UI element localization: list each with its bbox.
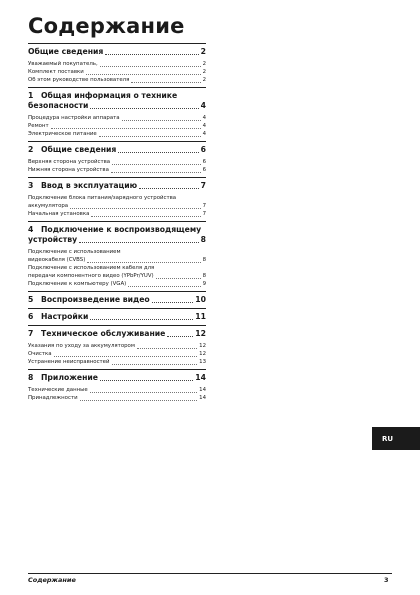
entry-label: Верхняя сторона устройства	[28, 159, 111, 165]
toc-entry[interactable]	[28, 350, 206, 358]
section-title: Приложение	[41, 373, 99, 382]
page-title: Содержание	[28, 14, 185, 38]
entry-label: Начальная установка	[28, 211, 90, 217]
entry-page: 12	[199, 343, 206, 349]
toc-entry[interactable]	[28, 256, 206, 264]
entry-label: видеокабеля (CVBS)	[28, 257, 86, 263]
toc-entry[interactable]	[28, 76, 206, 84]
section-title: безопасности	[28, 101, 89, 110]
leader-dots	[105, 54, 198, 55]
section-title-line	[28, 91, 206, 101]
section-number: 5	[28, 295, 34, 304]
toc-section	[28, 308, 206, 322]
entry-page: 7	[202, 211, 206, 217]
section-page: 2	[200, 47, 206, 56]
toc-entry[interactable]	[28, 166, 206, 174]
section-number: 2	[28, 145, 34, 154]
leader-dots	[100, 380, 193, 381]
entry-page: 8	[202, 273, 206, 279]
leader-dots	[122, 120, 201, 121]
section-title: Техническое обслуживание	[41, 329, 166, 338]
toc-entry[interactable]	[28, 114, 206, 122]
entry-label: Очистка	[28, 351, 52, 357]
toc-section	[28, 291, 206, 305]
leader-dots	[137, 348, 197, 349]
leader-dots	[91, 216, 200, 217]
section-number: 4	[28, 225, 34, 234]
entry-label: Принадлежности	[28, 395, 78, 401]
section-title: Настройки	[41, 312, 89, 321]
table-of-contents	[28, 43, 206, 402]
toc-section	[28, 177, 206, 218]
entry-page: 2	[202, 61, 206, 67]
section-heading[interactable]	[28, 373, 206, 383]
section-title: Общие сведения	[28, 47, 104, 56]
entry-line1: Подключение блока питания/зарядного устройства	[28, 195, 177, 201]
section-heading[interactable]	[28, 312, 206, 322]
section-heading[interactable]	[28, 235, 206, 245]
toc-entry[interactable]	[28, 122, 206, 130]
entry-page: 7	[202, 203, 206, 209]
entry-label: Технические данные	[28, 387, 88, 393]
language-tab: RU	[372, 427, 420, 450]
section-page: 10	[195, 295, 206, 304]
entry-page: 12	[199, 351, 206, 357]
section-page: 7	[200, 181, 206, 190]
section-heading[interactable]	[28, 329, 206, 339]
section-title-line1: Подключение к воспроизводящему	[41, 225, 202, 234]
toc-entry[interactable]	[28, 158, 206, 166]
section-title: устройству	[28, 235, 78, 244]
section-heading[interactable]	[28, 101, 206, 111]
leader-dots	[90, 108, 198, 109]
section-page: 14	[195, 373, 206, 382]
toc-entry[interactable]	[28, 202, 206, 210]
entry-page: 4	[202, 115, 206, 121]
entry-label: Нижняя сторона устройства	[28, 167, 109, 173]
section-heading[interactable]	[28, 47, 206, 57]
section-heading[interactable]	[28, 295, 206, 305]
leader-dots	[90, 319, 193, 320]
entry-label: Электрическое питание	[28, 131, 97, 137]
entry-page: 2	[202, 77, 206, 83]
leader-dots	[54, 356, 198, 357]
toc-section	[28, 369, 206, 402]
leader-dots	[118, 152, 198, 153]
leader-dots	[131, 82, 200, 83]
section-page: 6	[200, 145, 206, 154]
entry-page: 14	[199, 395, 206, 401]
toc-entry[interactable]	[28, 210, 206, 218]
entry-page: 4	[202, 123, 206, 129]
leader-dots	[156, 278, 201, 279]
toc-section	[28, 325, 206, 366]
toc-section	[28, 141, 206, 174]
footer-page-number: 3	[384, 576, 389, 584]
entry-page: 9	[202, 281, 206, 287]
toc-entry[interactable]	[28, 280, 206, 288]
toc-entry[interactable]	[28, 386, 206, 394]
leader-dots	[80, 400, 198, 401]
leader-dots	[51, 128, 201, 129]
leader-dots	[86, 74, 201, 75]
section-number: 6	[28, 312, 34, 321]
leader-dots	[112, 164, 200, 165]
toc-section	[28, 221, 206, 288]
leader-dots	[139, 188, 199, 189]
toc-entry[interactable]	[28, 394, 206, 402]
toc-section	[28, 87, 206, 138]
section-number: 7	[28, 329, 34, 338]
entry-page: 13	[199, 359, 206, 365]
leader-dots	[167, 336, 193, 337]
toc-entry[interactable]	[28, 342, 206, 350]
entry-page: 2	[202, 69, 206, 75]
section-page: 8	[200, 235, 206, 244]
toc-entry[interactable]	[28, 68, 206, 76]
leader-dots	[112, 364, 198, 365]
entry-label: Об этом руководстве пользователя	[28, 77, 130, 83]
entry-page: 6	[202, 167, 206, 173]
leader-dots	[70, 208, 200, 209]
leader-dots	[100, 66, 201, 67]
toc-entry[interactable]	[28, 130, 206, 138]
leader-dots	[99, 136, 201, 137]
section-number: 8	[28, 373, 34, 382]
toc-entry[interactable]	[28, 272, 206, 280]
entry-page: 14	[199, 387, 206, 393]
entry-label: Процедура настройки аппарата	[28, 115, 120, 121]
section-title: Ввод в эксплуатацию	[41, 181, 138, 190]
section-page: 11	[195, 312, 206, 321]
toc-entry[interactable]	[28, 358, 206, 366]
section-title: Общие сведения	[41, 145, 117, 154]
section-title-line1: Общая информация о технике	[41, 91, 178, 100]
entry-label: Указания по уходу за аккумулятором	[28, 343, 135, 349]
leader-dots	[111, 172, 201, 173]
leader-dots	[79, 242, 199, 243]
section-number: 3	[28, 181, 34, 190]
toc-section	[28, 43, 206, 84]
footer-divider	[28, 573, 392, 574]
leader-dots	[152, 302, 194, 303]
entry-label: Уважаемый покупатель,	[28, 61, 98, 67]
entry-label: аккумулятора	[28, 203, 69, 209]
entry-label: Комплект поставки	[28, 69, 84, 75]
entry-line1: Подключение с использованием кабеля для	[28, 265, 155, 271]
entry-label: передачи компонентного видео (YPbPr/YUV)	[28, 273, 154, 279]
footer-title: Содержание	[28, 576, 76, 584]
entry-line1: Подключение с использованием	[28, 249, 121, 255]
entry-page: 6	[202, 159, 206, 165]
entry-label: Подключение к компьютеру (VGA)	[28, 281, 127, 287]
section-title-line	[28, 225, 206, 235]
entry-label: Устранение неисправностей	[28, 359, 110, 365]
entry-page: 8	[202, 257, 206, 263]
toc-entry[interactable]	[28, 60, 206, 68]
leader-dots	[90, 392, 197, 393]
section-page: 4	[200, 101, 206, 110]
section-heading[interactable]	[28, 181, 206, 191]
leader-dots	[128, 286, 200, 287]
leader-dots	[87, 262, 200, 263]
section-number: 1	[28, 91, 34, 100]
entry-page: 4	[202, 131, 206, 137]
section-heading[interactable]	[28, 145, 206, 155]
section-page: 12	[195, 329, 206, 338]
section-title: Воспроизведение видео	[41, 295, 150, 304]
entry-label: Ремонт	[28, 123, 49, 129]
